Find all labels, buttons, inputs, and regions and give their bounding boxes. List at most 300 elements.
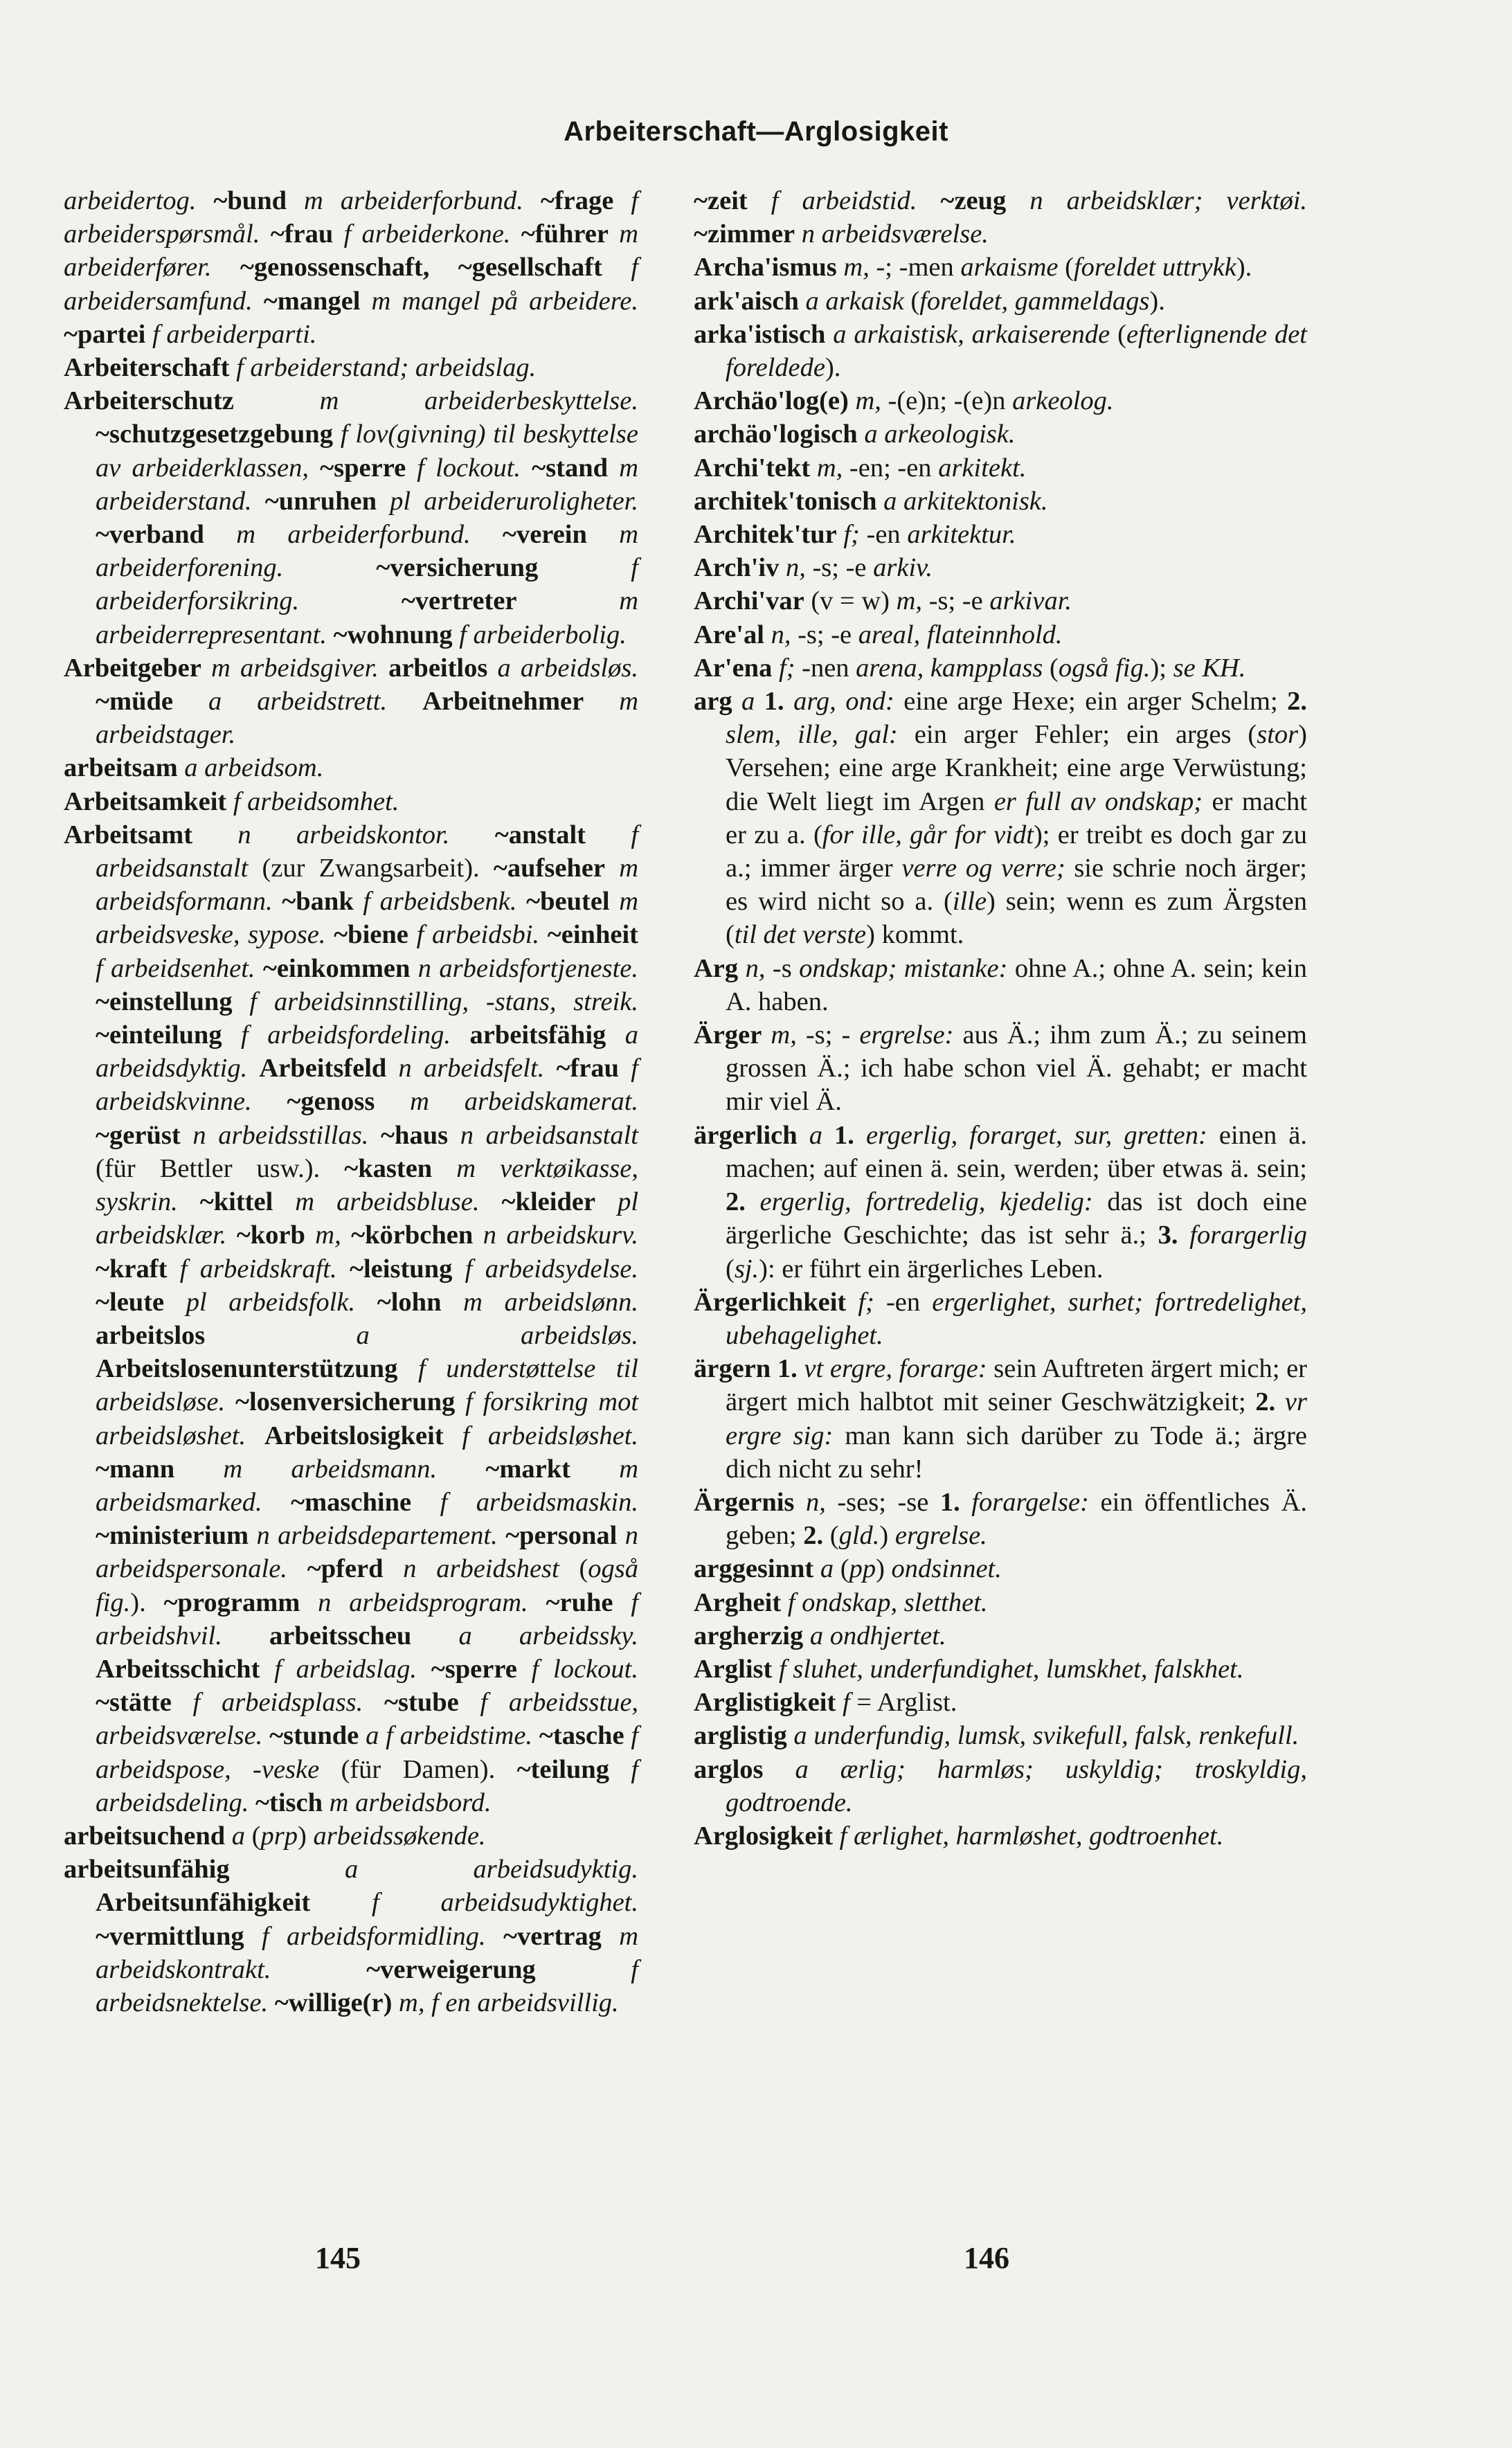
- headword: 3.: [1158, 1221, 1178, 1250]
- headword: ~kraft: [96, 1254, 168, 1284]
- entry-text: (: [1043, 653, 1059, 683]
- dictionary-entry: [694, 1819, 1307, 1853]
- entry-text: [429, 253, 458, 282]
- entry-text: [173, 687, 208, 716]
- entry-text: [268, 1988, 275, 2017]
- entry-text: [448, 1121, 460, 1150]
- entry-text: [784, 687, 793, 716]
- entry-text: [310, 1888, 372, 1917]
- translation: n arbeidshest: [403, 1554, 559, 1584]
- translation: også fig.: [96, 1554, 639, 1617]
- entry-text: [252, 1087, 287, 1116]
- translation: f arbeidstid.: [771, 186, 917, 215]
- entry-text: [249, 1521, 256, 1550]
- translation: a arbeidstrett.: [208, 687, 388, 717]
- entry-text: [333, 420, 341, 449]
- headword: Ärgernis: [694, 1487, 795, 1517]
- headword: arglistig: [694, 1721, 787, 1751]
- translation: f arbeidsudyktighet.: [372, 1888, 638, 1918]
- translation: m,: [896, 586, 923, 616]
- translation: stor: [1257, 720, 1299, 750]
- headword: ~sperre: [320, 453, 406, 483]
- entry-text: [201, 654, 211, 683]
- entry-text: [854, 1121, 866, 1150]
- headword: ~teilung: [516, 1754, 609, 1784]
- translation: prp: [260, 1821, 298, 1851]
- entry-text: [602, 253, 631, 282]
- translation: m,: [855, 386, 881, 416]
- dictionary-entry: [694, 551, 1307, 584]
- translation: f arbeiderbolig.: [459, 620, 627, 649]
- dictionary-entry: [694, 518, 1307, 551]
- entry-text: ohne A.; ohne A. sein; kein A. haben.: [726, 953, 1308, 1016]
- entry-text: [779, 553, 786, 582]
- entry-text: -en; -en: [843, 453, 939, 483]
- dictionary-entry: [694, 485, 1307, 518]
- entry-text: [544, 1054, 556, 1083]
- translation: m arbeiderbeskyttelse.: [319, 386, 638, 416]
- entry-text: -s; -e: [791, 620, 858, 649]
- entry-text: [255, 954, 263, 983]
- entry-text: [196, 186, 213, 215]
- entry-text: [368, 1121, 381, 1150]
- entry-text: [587, 520, 619, 549]
- headword: arglos: [694, 1754, 764, 1784]
- entry-text: ) kommt.: [866, 920, 964, 950]
- entry-text: ein öffentliches Ä. geben;: [726, 1487, 1308, 1551]
- headword: ~unruhen: [264, 486, 377, 516]
- headword: ~maschine: [291, 1487, 412, 1517]
- headword: Arbeitsfeld: [259, 1054, 387, 1083]
- translation: a arbeidsudyktig.: [344, 1855, 638, 1884]
- translation: a: [809, 1120, 822, 1150]
- headword: ~genoss: [287, 1087, 375, 1117]
- entry-text: eine arge Hexe; ein arger Schelm;: [894, 687, 1288, 717]
- entry-text: [363, 1688, 384, 1717]
- entry-text: sie schrie noch ärger; es wird nicht so a. (: [726, 854, 1307, 917]
- headword: ~stunde: [269, 1721, 359, 1751]
- translation: f ærlighet, harmløshet, godtroenhet.: [839, 1821, 1224, 1851]
- translation: f arbeiderforsikring.: [96, 553, 638, 616]
- entry-text: ): [876, 1554, 892, 1584]
- entry-text: [305, 1221, 315, 1250]
- entry-text: [528, 1588, 546, 1617]
- entry-text: [609, 1755, 631, 1784]
- entry-text: [379, 654, 388, 683]
- entry-text: [283, 553, 376, 582]
- headword: ~ministerium: [96, 1521, 249, 1551]
- headword: Arbeitnehmer: [422, 687, 584, 717]
- entry-text: [617, 1521, 624, 1550]
- dictionary-entry: [694, 1286, 1307, 1352]
- translation: f lockout.: [417, 453, 521, 483]
- entry-text: [586, 820, 631, 849]
- headword: arbeitlos: [388, 653, 488, 683]
- entry-text: [253, 287, 264, 316]
- entry-text: [145, 320, 152, 349]
- translation: a: [231, 1821, 246, 1851]
- entry-text: [260, 1655, 274, 1684]
- entry-text: [798, 1121, 809, 1150]
- headword: ~mann: [96, 1454, 175, 1484]
- dictionary-entry: [64, 1819, 638, 1853]
- entry-text: [532, 1721, 539, 1750]
- headword: ~schutzgesetzgebung: [96, 420, 333, 449]
- entry-text: [387, 687, 422, 716]
- translation: f arbeidsformidling.: [261, 1921, 486, 1951]
- translation: m arbeidsformann.: [96, 854, 638, 917]
- entry-text: sein Auftreten ärgert mich; er ärgert mich halbtot mit seiner Geschwätzigkeit;: [726, 1354, 1307, 1417]
- entry-text: -s; -e: [805, 553, 874, 583]
- entry-text: [392, 1988, 399, 2017]
- dictionary-entry: [64, 351, 638, 384]
- translation: n arbeidsværelse.: [801, 219, 989, 249]
- headword: ~haus: [381, 1120, 449, 1150]
- translation: foreldet, gammeldags: [919, 286, 1150, 316]
- headword: arbeitsscheu: [269, 1621, 412, 1650]
- entry-text: [539, 920, 548, 949]
- entry-text: [229, 353, 236, 382]
- dictionary-entry: [694, 251, 1307, 284]
- entry-text: [781, 1588, 788, 1617]
- translation: f arbeidsinnstilling, -stans, streik.: [249, 987, 639, 1016]
- entry-text: -; -men: [869, 253, 961, 282]
- headword: ~willige(r): [274, 1988, 393, 2017]
- translation: f forsikring mot arbeidsløshet.: [96, 1387, 639, 1450]
- headword: ~zeug: [940, 186, 1007, 215]
- dictionary-entry: [694, 1753, 1307, 1819]
- headword: ~zimmer: [694, 219, 795, 249]
- translation: arkaisme: [960, 253, 1059, 282]
- dictionary-entry: [64, 1853, 638, 2019]
- entry-text: [262, 1488, 291, 1517]
- dictionary-entry: [64, 785, 638, 818]
- entry-text: -en: [874, 1287, 933, 1317]
- headword: Ar'ena: [694, 653, 773, 683]
- translation: også fig.: [1058, 653, 1151, 683]
- translation: arkivar.: [989, 586, 1072, 616]
- translation: ergerlig, fortredelig, kjedelig:: [759, 1187, 1093, 1217]
- entry-text: [772, 654, 779, 683]
- translation: a ondhjertet.: [809, 1621, 946, 1650]
- entry-text: [516, 887, 526, 916]
- entry-text: [452, 1254, 465, 1284]
- entry-text: [453, 620, 460, 649]
- translation: a arkaistisk, arkaiserende: [833, 319, 1110, 349]
- entry-text: ): er führt ein ärgerliches Leben.: [759, 1254, 1104, 1284]
- headword: arbeitsam: [64, 753, 178, 783]
- entry-text: [798, 1354, 804, 1383]
- entry-text: [337, 1254, 350, 1284]
- translation: a arkaisk: [805, 286, 904, 316]
- headword: ~kasten: [344, 1153, 433, 1183]
- entry-text: [432, 1154, 456, 1183]
- entry-text: (: [903, 286, 920, 316]
- entry-text: (: [834, 1554, 849, 1584]
- translation: a: [741, 687, 755, 717]
- headword: architek'tonisch: [694, 486, 877, 516]
- entry-text: [795, 219, 802, 249]
- entry-text: -ses; -se: [825, 1487, 940, 1517]
- translation: f arbeidsanstalt: [96, 820, 639, 883]
- translation: a: [820, 1554, 834, 1584]
- headword: 1.: [764, 687, 784, 717]
- entry-text: [271, 1955, 366, 1984]
- dictionary-entry: [694, 651, 1307, 685]
- entry-text: [375, 1087, 410, 1116]
- translation: arbeidertog.: [64, 186, 197, 215]
- translation: a ærlig; harmløs; uskyldig; troskyldig, godtroende.: [726, 1754, 1307, 1817]
- translation: f arbeidslag.: [274, 1654, 417, 1684]
- translation: m arbeidslønn.: [463, 1287, 639, 1317]
- entry-text: [300, 1588, 318, 1617]
- headword: arka'istisch: [694, 319, 826, 349]
- entry-text: (für Bettler usw.).: [96, 1153, 345, 1183]
- headword: ~einteilung: [96, 1020, 222, 1050]
- headword: ~mangel: [263, 286, 361, 316]
- entry-text: ).: [130, 1587, 164, 1617]
- translation: f arbeidsdeling.: [96, 1754, 639, 1817]
- dictionary-entry: [694, 1486, 1307, 1552]
- translation: vr ergre sig:: [726, 1387, 1307, 1450]
- headword: argherzig: [694, 1621, 804, 1650]
- headword: ärgerlich: [694, 1120, 798, 1150]
- headword: ~verband: [96, 520, 204, 550]
- headword: ~müde: [96, 687, 174, 717]
- entry-text: aus Ä.; ihm zum Ä.; zu seinem grossen Ä.; ich habe schon viel Ä. gehabt; er macht mir viel Ä.: [726, 1020, 1307, 1117]
- entry-text: [570, 1455, 619, 1484]
- dictionary-entry: [64, 184, 638, 351]
- dictionary-entry: [694, 184, 1307, 251]
- translation: forargelse:: [971, 1487, 1089, 1517]
- entry-text: [1178, 1221, 1190, 1250]
- entry-text: [204, 520, 236, 549]
- dictionary-entry: [694, 1552, 1307, 1585]
- entry-text: [361, 287, 372, 316]
- entry-text: [287, 1554, 307, 1583]
- translation: til det verste: [734, 920, 867, 950]
- entry-text: (: [559, 1554, 588, 1584]
- entry-text: [917, 186, 940, 215]
- translation: m,: [771, 1020, 797, 1050]
- translation: arkeolog.: [1012, 386, 1114, 416]
- headword: ~einstellung: [96, 987, 233, 1016]
- dictionary-entry: [694, 1686, 1307, 1719]
- entry-text: [359, 1721, 366, 1750]
- entry-text: (: [245, 1821, 261, 1851]
- dictionary-entry: [694, 1119, 1307, 1286]
- entry-text: [487, 654, 497, 683]
- entry-text: [178, 753, 185, 782]
- headword: ~programm: [163, 1587, 300, 1617]
- translation: m arbeidsmann.: [223, 1454, 438, 1484]
- translation: ondskap; mistanke:: [799, 953, 1008, 983]
- translation: m arbeidsveske, sypose.: [96, 887, 639, 950]
- translation: m arbeiderforbund.: [304, 186, 523, 215]
- headword: ~tisch: [255, 1788, 323, 1817]
- entry-text: [517, 586, 620, 615]
- headword: ~leistung: [349, 1254, 453, 1284]
- entry-text: [1006, 186, 1029, 215]
- headword: ~partei: [64, 319, 146, 349]
- entry-text: [619, 1054, 631, 1083]
- translation: for ille, går for vidt: [822, 820, 1034, 849]
- translation: m arbeiderfører.: [64, 219, 639, 282]
- translation: f;: [858, 1287, 874, 1317]
- entry-text: [738, 954, 745, 983]
- headword: ~tasche: [539, 1721, 624, 1751]
- entry-text: [602, 1922, 619, 1951]
- translation: arbeidssøkende.: [313, 1821, 486, 1851]
- dictionary-entry: [694, 1352, 1307, 1486]
- translation: f arbeidskvinne.: [96, 1054, 638, 1117]
- entry-text: das ist doch eine ärgerliche Geschichte; das ist sehr ä.;: [726, 1187, 1307, 1250]
- entry-text: [225, 1821, 232, 1851]
- entry-text: [849, 386, 856, 415]
- headword: 2.: [803, 1521, 824, 1551]
- dictionary-entry: [64, 751, 638, 784]
- translation: n,: [805, 1487, 826, 1517]
- entry-text: ): [297, 1821, 314, 1851]
- translation: n,: [785, 553, 806, 583]
- entry-text: [441, 1288, 463, 1317]
- entry-text: [480, 1187, 502, 1216]
- headword: ~biene: [334, 920, 408, 950]
- headword: ~genossenschaft,: [240, 253, 430, 282]
- entry-text: [772, 1655, 779, 1684]
- headword: ~führer: [521, 219, 609, 249]
- translation: n arbeidspersonale.: [96, 1521, 639, 1584]
- translation: f arbeidsstue, arbeidsværelse.: [96, 1688, 639, 1751]
- translation: pp: [849, 1554, 876, 1584]
- translation: n arbeidsfelt.: [398, 1054, 545, 1083]
- entry-text: [877, 487, 884, 516]
- translation: m arbeidsgiver.: [211, 653, 379, 683]
- translation: sj.: [734, 1254, 759, 1284]
- translation: n,: [745, 953, 766, 983]
- translation: f arbeidsløshet.: [462, 1421, 639, 1450]
- headword: Arbeitslosigkeit: [264, 1421, 444, 1450]
- headword: 1.: [939, 1487, 960, 1517]
- translation: f sluhet, underfundighet, lumskhet, falskhet.: [778, 1654, 1244, 1684]
- entry-text: ).: [1236, 253, 1252, 282]
- entry-text: [244, 1922, 262, 1951]
- translation: vt ergre, forarge:: [804, 1354, 987, 1384]
- headword: ~bank: [282, 887, 354, 917]
- entry-text: [825, 320, 833, 349]
- entry-text: [459, 1688, 480, 1717]
- translation: m arbeiderrepresentant.: [96, 586, 638, 649]
- headword: Archa'ismus: [694, 253, 837, 282]
- translation: n arbeidsklær; verktøi.: [1029, 186, 1308, 215]
- translation: f arbeiderspørsmål.: [64, 186, 639, 249]
- translation: pl arbeideruroligheter.: [390, 486, 638, 516]
- entry-text: [608, 453, 619, 483]
- translation: m arbeidskamerat.: [410, 1087, 639, 1117]
- translation: n arbeidsfortjeneste.: [417, 953, 638, 983]
- translation: f arbeidsmaskin.: [440, 1487, 639, 1517]
- translation: a arkitektonisk.: [883, 486, 1048, 516]
- headword: ärgern: [694, 1354, 771, 1384]
- entry-text: [613, 186, 631, 215]
- entry-text: [246, 1421, 264, 1450]
- headword: ~vertrag: [503, 1921, 602, 1951]
- entry-text: [836, 1688, 843, 1717]
- entry-text: [273, 1187, 295, 1216]
- entry-text: [605, 854, 619, 883]
- translation: f arbeiderparti.: [152, 319, 317, 349]
- headword: arbeitsfähig: [469, 1020, 606, 1050]
- translation: ergerlighet, surhet; fortredelighet, ubehagelighet.: [726, 1287, 1307, 1350]
- headword: Arbeiterschaft: [64, 353, 230, 383]
- translation: f arbeidsfordeling.: [241, 1020, 451, 1050]
- entry-text: [252, 487, 265, 516]
- entry-text: [837, 520, 844, 549]
- translation: m, f en arbeidsvillig.: [399, 1988, 619, 2017]
- headword: ~korb: [236, 1221, 305, 1250]
- headword: ~stätte: [96, 1688, 172, 1718]
- translation: n arbeidsanstalt: [460, 1120, 638, 1150]
- translation: f arbeidspose, -veske: [96, 1721, 639, 1784]
- headword: Archäo'log(e): [694, 386, 849, 416]
- entry-text: [226, 1221, 236, 1250]
- entry-text: [222, 1621, 269, 1650]
- translation: a arbeidssky.: [458, 1621, 639, 1650]
- headword: ~einheit: [547, 920, 638, 950]
- headword: arbeitsuchend: [64, 1821, 226, 1851]
- headword: Arbeitsunfähigkeit: [96, 1888, 311, 1918]
- entry-text: (zur Zwangsarbeit).: [248, 854, 494, 883]
- entry-text: [164, 1288, 186, 1317]
- entry-text: [417, 1655, 431, 1684]
- dictionary-entry: [64, 651, 638, 752]
- entry-text: [787, 1721, 794, 1750]
- translation: f lov(givning) til beskyttelse av arbeiderklassen,: [96, 420, 638, 483]
- translation: gld.: [838, 1521, 880, 1551]
- headword: arbeitslos: [96, 1320, 206, 1350]
- entry-text: [192, 820, 237, 849]
- dictionary-entry: [694, 1719, 1307, 1752]
- headword: Ärger: [694, 1020, 762, 1050]
- right-column: [694, 184, 1307, 1853]
- entry-text: [384, 1554, 404, 1583]
- translation: m arbeidskontrakt.: [96, 1921, 639, 1984]
- translation: f arbeidersamfund.: [64, 253, 639, 316]
- entry-text: -s: [765, 953, 800, 983]
- headword: 2.: [1287, 687, 1308, 717]
- entry-text: [517, 1655, 532, 1684]
- translation: ondsinnet.: [891, 1554, 1002, 1584]
- headword: Arch'iv: [694, 553, 780, 583]
- headword: ~verweigerung: [366, 1954, 536, 1984]
- translation: er full av ondskap;: [993, 786, 1203, 816]
- translation: arkitekt.: [938, 453, 1027, 483]
- headword: ~personal: [505, 1521, 618, 1551]
- entry-text: [222, 1020, 241, 1050]
- translation: pl arbeidsklær.: [96, 1187, 639, 1250]
- translation: m mangel på arbeidere.: [371, 286, 639, 316]
- translation: verre og verre;: [901, 854, 1065, 883]
- headword: 1.: [777, 1354, 798, 1384]
- entry-text: [799, 287, 806, 316]
- entry-text: ein arger Fehler; ein arges (: [897, 720, 1257, 750]
- translation: a arbeidsom.: [184, 753, 324, 783]
- entry-text: [837, 253, 844, 282]
- headword: 1.: [834, 1120, 854, 1150]
- entry-text: [273, 887, 282, 916]
- headword: ~versicherung: [376, 553, 539, 583]
- entry-text: ) Versehen; eine arge Krankheit; eine arge Verwüstung; die Welt liegt im Argen: [726, 720, 1307, 816]
